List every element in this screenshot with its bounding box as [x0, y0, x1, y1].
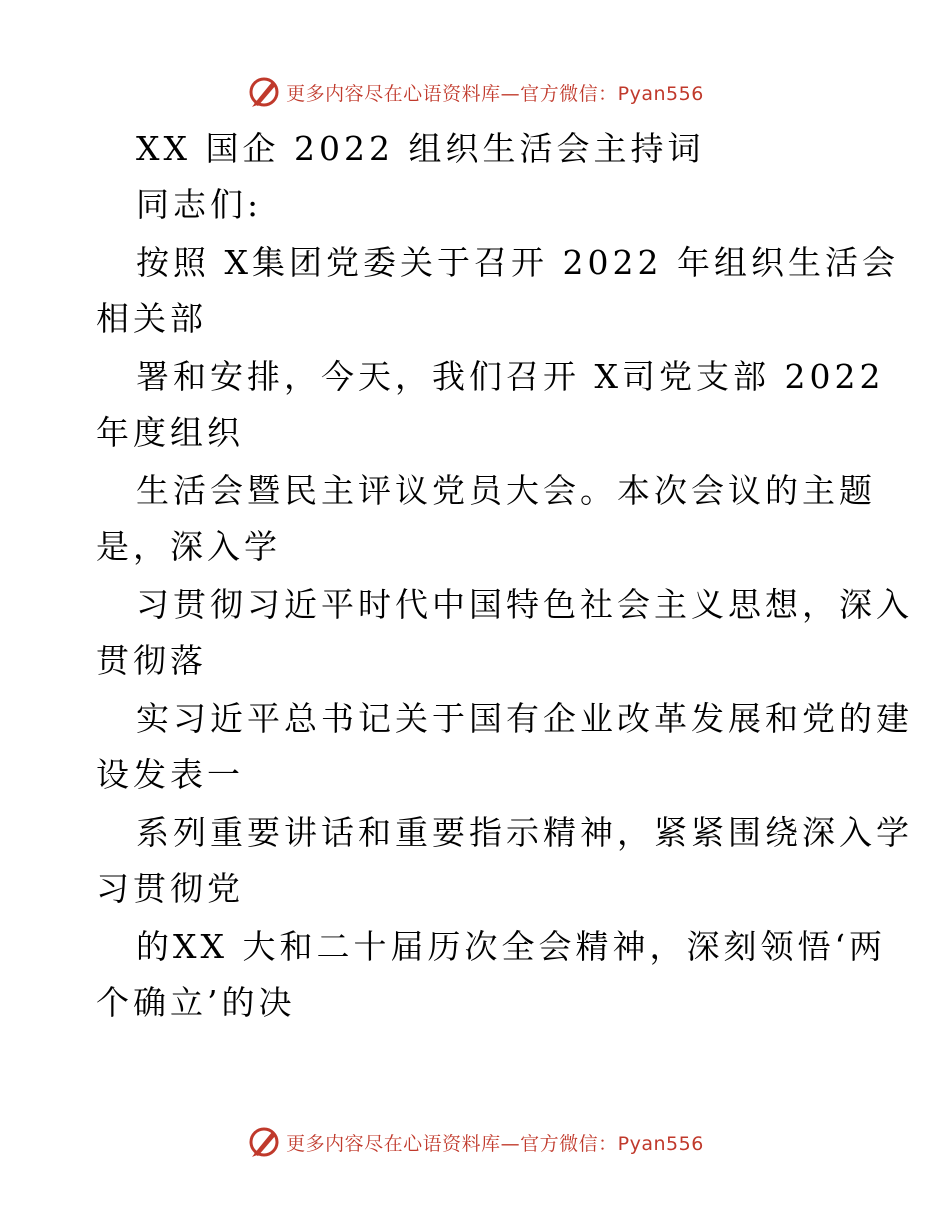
- paragraph-line: 是，深入学: [96, 527, 281, 566]
- paragraph-line: 相关部: [96, 299, 207, 338]
- salutation: 同志们:: [136, 185, 263, 224]
- paragraph-line: 按照 X集团党委关于召开 2022 年组织生活会: [136, 243, 899, 282]
- paragraph-line: 系列重要讲话和重要指示精神，紧紧围绕深入学: [136, 813, 913, 852]
- paragraph-line: 习贯彻党: [96, 869, 244, 908]
- paragraph-line: 的XX 大和二十届历次全会精神，深刻领悟‘两: [136, 927, 886, 966]
- paragraph-line: 设发表一: [96, 755, 244, 794]
- pen-logo-icon: [246, 1124, 282, 1160]
- watermark-text: 更多内容尽在心语资料库—官方微信：Pyan556: [286, 1132, 704, 1155]
- footer-watermark: [0, 1124, 950, 1160]
- paragraph-line: 署和安排，今天，我们召开 X司党支部 2022: [136, 357, 885, 396]
- paragraph-line: 实习近平总书记关于国有企业改革发展和党的建: [136, 699, 913, 738]
- paragraph-line: 生活会暨民主评议党员大会。本次会议的主题: [136, 471, 876, 510]
- document-title: XX 国企 2022 组织生活会主持词: [136, 129, 705, 168]
- pen-logo-icon: [246, 74, 282, 110]
- paragraph-line: 贯彻落: [96, 641, 207, 680]
- header-watermark: [0, 74, 950, 110]
- paragraph-line: 年度组织: [96, 413, 244, 452]
- paragraph-line: 习贯彻习近平时代中国特色社会主义思想，深入: [136, 585, 913, 624]
- paragraph-line: 个确立’的决: [96, 983, 296, 1022]
- watermark-text: 更多内容尽在心语资料库—官方微信：Pyan556: [286, 82, 704, 105]
